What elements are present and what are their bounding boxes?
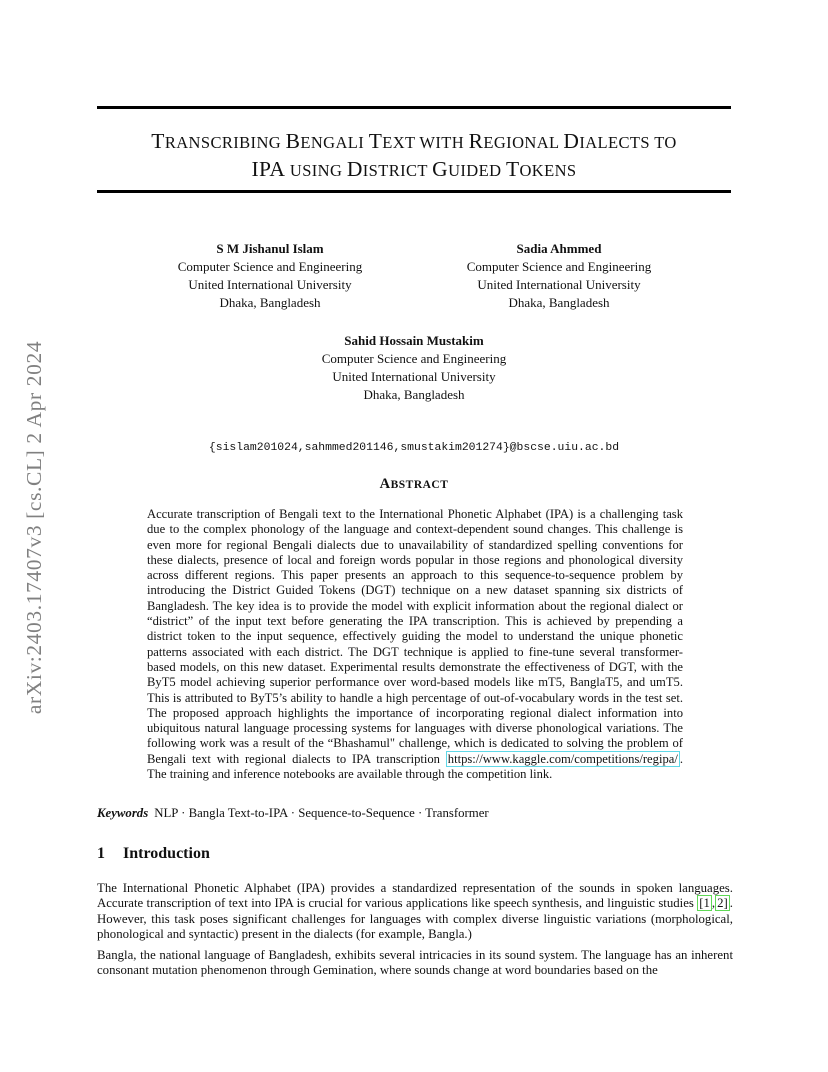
author-location: Dhaka, Bangladesh (508, 295, 610, 310)
abstract-body (147, 507, 683, 782)
section-heading (97, 845, 210, 863)
author-university: United International University (188, 277, 352, 292)
title-word: BENGALI (285, 129, 369, 153)
intro-paragraph-2: Bangla, the national language of Bangladesh, exhibits several intricacies in its sound system. The language has an inherent consonant mutation phenomenon through Gemination, where sounds change at word boundaries based on the (97, 948, 733, 978)
author-name: Sahid Hossain Mustakim (344, 333, 484, 348)
citation-separator: , (711, 896, 716, 911)
citation-link[interactable]: [1 (699, 896, 710, 911)
author-emails: {sislam201024,sahmmed201146,smustakim201274}@bscse.uiu.ac.bd (208, 442, 620, 454)
competition-link[interactable]: https://www.kaggle.com/competitions/regipa/ (447, 751, 678, 766)
author-department: Computer Science and Engineering (466, 259, 652, 274)
author-location: Dhaka, Bangladesh (219, 295, 321, 310)
title-top-rule (97, 106, 731, 109)
title-word: REGIONAL (468, 129, 564, 153)
author-block (140, 240, 400, 312)
abstract-text-end: . The training and inference notebooks are available through the competition link. (147, 751, 683, 782)
author-name: S M Jishanul Islam (216, 241, 324, 256)
title-word: TOKENS (505, 157, 577, 181)
author-department: Computer Science and Engineering (321, 351, 507, 366)
author-name: Sadia Ahmmed (516, 241, 602, 256)
author-location: Dhaka, Bangladesh (363, 387, 465, 402)
arxiv-identifier (20, 292, 50, 762)
title-word: IPA USING (251, 157, 347, 181)
abstract-heading: ABSTRACT (379, 476, 449, 492)
keywords-line (97, 806, 731, 821)
keywords-label: Keywords (97, 806, 149, 820)
title-word: TRANSCRIBING (151, 129, 286, 153)
title-word: GUIDED (432, 157, 506, 181)
abstract-text: Accurate transcription of Bengali text to the International Phonetic Alphabet (IPA) is a challenging task due to the complex phonology of the language and context-dependent sound changes. This challenge is even more for regional Bengali dialects due to unavailability of standardized spelling conventions for these dialects, presence of local and foreign words popular in those regions and phonological diversity across different regions. This paper presents an approach to this sequence-to-sequence problem by introducing the District Guided Tokens (DGT) technique on a new dataset spanning six districts of Bangladesh. The key idea is to provide the model with explicit information about the regional dialect or “district” of the input text before generating the IPA transcription. This is achieved by prepending a district token to the input sequence, effectively guiding the model to understand the unique phonetic patterns associated with each district. The DGT technique is applied to fine-tune several transformer-based models, on this new dataset. Experimental results demonstrate the effectiveness of DGT, with the ByT5 model achieving superior performance over word-based models like mT5, BanglaT5, and umT5. This is attributed to ByT5’s ability to handle a high percentage of out-of-vocabulary words in the test set. The proposed approach highlights the importance of incorporating regional dialect information into ubiquitous natural language processing systems for languages with diverse phonological variations. The following work was a result of the “Bhashamul" challenge, which is dedicated to solving the problem of Bengali text with regional dialects to IPA transcription (147, 507, 683, 766)
title-word: TEXT WITH (368, 129, 469, 153)
section-title: Introduction (123, 845, 210, 862)
keywords-text: NLP · Bangla Text-to-IPA · Sequence-to-Sequence · Transformer (154, 806, 489, 820)
section-number: 1 (97, 845, 105, 862)
intro-paragraph-1 (97, 881, 733, 942)
intro-text: . However, this task poses significant challenges for languages with complex diverse linguistic variations (morphological, phonological and syntactic) present in the dialects (for example, Bangla.) (97, 896, 733, 941)
title-line-1 (97, 128, 731, 156)
title-line-2 (97, 156, 731, 184)
title-bottom-rule (97, 190, 731, 193)
intro-text: The International Phonetic Alphabet (IPA) provides a standardized representation of the sounds in spoken languages. Accurate transcription of text into IPA is crucial for various applications like speech synthesis, and linguistic studies (97, 881, 733, 911)
author-block (429, 240, 689, 312)
title-word: DISTRICT (346, 157, 433, 181)
author-block (284, 332, 544, 404)
author-department: Computer Science and Engineering (177, 259, 363, 274)
title-word: DIALECTS TO (563, 129, 677, 153)
author-university: United International University (477, 277, 641, 292)
author-university: United International University (332, 369, 496, 384)
paper-title (97, 128, 731, 184)
arxiv-identifier-text: arXiv:2403.17407v3 [cs.CL] 2 Apr 2024 (22, 340, 47, 714)
citation-link[interactable]: 2] (717, 896, 728, 911)
